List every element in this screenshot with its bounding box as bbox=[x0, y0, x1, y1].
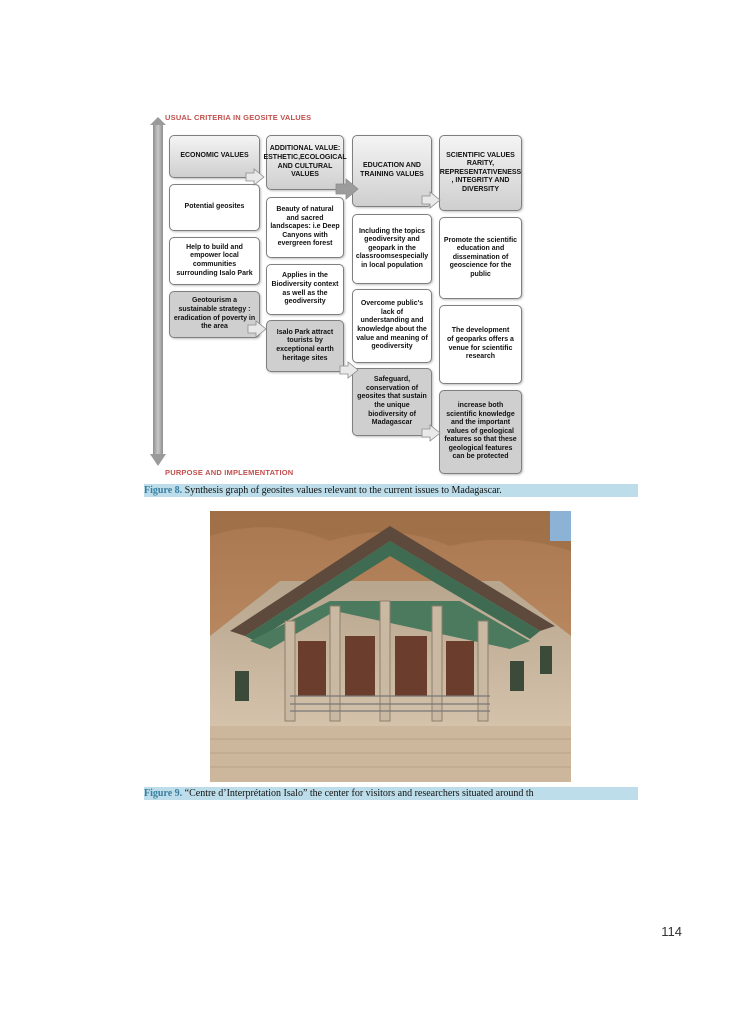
scientific-item-3: increase both scientific knowledge and the important values of geological features so that these geological features can be protected bbox=[439, 390, 522, 474]
education-item-2: Overcome public's lack of understanding and knowledge about the value and meaning of geodiversity bbox=[352, 289, 432, 363]
header-education-values: EDUCATION AND TRAINING VALUES bbox=[352, 135, 432, 207]
figure-8-caption bbox=[144, 484, 638, 497]
economic-item-1: Potential geosites bbox=[169, 184, 260, 231]
figure-9-text: “Centre d’Interprétation Isalo” the center for visitors and researchers situated around th bbox=[182, 788, 534, 799]
education-item-3: Safeguard, conservation of geosites that sustain the unique biodiversity of Madagascar bbox=[352, 368, 432, 436]
figure-8-label: Figure 8. bbox=[144, 485, 183, 496]
header-economic-values: ECONOMIC VALUES bbox=[169, 135, 260, 178]
additional-item-2: Applies in the Biodiversity context as well as the geodiversity bbox=[266, 264, 344, 315]
additional-item-1: Beauty of natural and sacred landscapes: i.e Deep Canyons with evergreen forest bbox=[266, 197, 344, 258]
arrow-education-scientific bbox=[422, 192, 440, 208]
arrow-economic-additional bbox=[246, 169, 264, 185]
economic-item-2: Help to build and empower local communities surrounding Isalo Park bbox=[169, 237, 260, 285]
scientific-item-2: The development of geoparks offers a venue for scientific research bbox=[439, 305, 522, 384]
economic-item-3: Geotourism a sustainable strategy : eradication of poverty in the area bbox=[169, 291, 260, 338]
diagram-top-label: USUAL CRITERIA IN GEOSITE VALUES bbox=[165, 113, 312, 122]
additional-item-3: Isalo Park attract tourists by exceptional earth heritage sites bbox=[266, 320, 344, 372]
figure-9-photo bbox=[210, 511, 571, 782]
header-scientific-values: SCIENTIFIC VALUES RARITY, REPRESENTATIVENESS , INTEGRITY AND DIVERSITY bbox=[439, 135, 522, 211]
building-photo-illustration bbox=[210, 511, 571, 782]
arrow-additional-education-low bbox=[340, 362, 358, 378]
arrow-economic-additional-low bbox=[248, 321, 266, 337]
figure-8-text: Synthesis graph of geosites values relevant to the current issues to Madagascar. bbox=[182, 485, 502, 496]
figure-9-caption bbox=[144, 787, 638, 800]
scientific-item-1: Promote the scientific education and dissemination of geoscience for the public bbox=[439, 217, 522, 299]
arrow-education-scientific-low bbox=[422, 425, 440, 441]
figure-9-label: Figure 9. bbox=[144, 788, 183, 799]
connector-arrows bbox=[150, 108, 540, 482]
header-additional-value: ADDITIONAL VALUE: ESTHETIC,ECOLOGICAL AND CULTURAL VALUES bbox=[266, 135, 344, 190]
diagram-bottom-label: PURPOSE AND IMPLEMENTATION bbox=[165, 468, 294, 477]
education-item-1: Including the topics geodiversity and geopark in the classroomsespecially in local population bbox=[352, 214, 432, 284]
arrow-additional-education-main bbox=[336, 179, 358, 199]
page-number: 114 bbox=[661, 924, 682, 939]
